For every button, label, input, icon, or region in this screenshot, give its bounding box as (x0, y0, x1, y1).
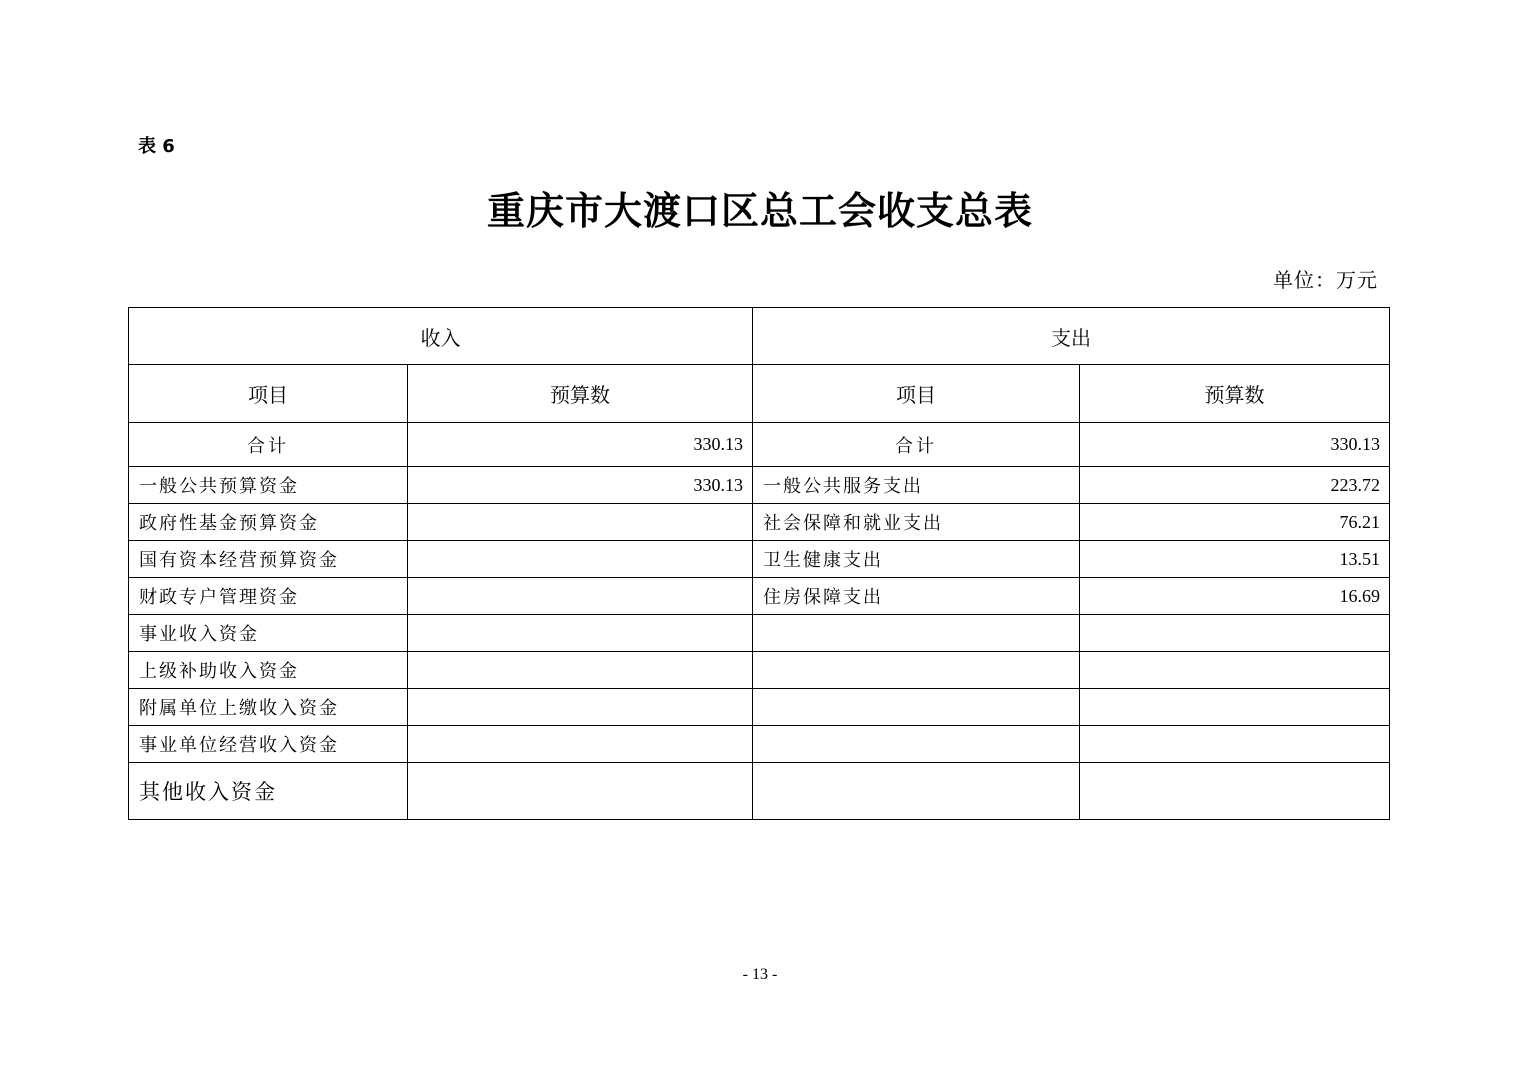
document-title: 重庆市大渡口区总工会收支总表 (486, 188, 1033, 233)
income-value (408, 504, 753, 541)
income-item: 上级补助收入资金 (129, 652, 408, 689)
income-item: 财政专户管理资金 (129, 578, 408, 615)
table-row (129, 467, 1390, 504)
table-row (129, 578, 1390, 615)
income-group-header: 收入 (129, 308, 753, 365)
expenditure-item-header: 项目 (753, 365, 1080, 423)
income-value (408, 615, 753, 652)
page-number: - 13 - (742, 966, 778, 983)
income-total-label: 合计 (129, 423, 408, 467)
expenditure-budget-header: 预算数 (1080, 365, 1390, 423)
income-value (408, 689, 753, 726)
expenditure-value: 13.51 (1080, 541, 1390, 578)
expenditure-item (753, 726, 1080, 763)
income-budget-header: 预算数 (408, 365, 753, 423)
expenditure-total-value: 330.13 (1080, 423, 1390, 467)
expenditure-item: 卫生健康支出 (753, 541, 1080, 578)
income-item-header: 项目 (129, 365, 408, 423)
expenditure-item: 住房保障支出 (753, 578, 1080, 615)
expenditure-value (1080, 652, 1390, 689)
expenditure-value: 76.21 (1080, 504, 1390, 541)
table-row (129, 652, 1390, 689)
table-number-label: 表 6 (138, 136, 175, 157)
expenditure-total-label: 合计 (753, 423, 1080, 467)
income-item: 附属单位上缴收入资金 (129, 689, 408, 726)
income-value (408, 541, 753, 578)
unit-label: 单位：万元 (1273, 268, 1378, 292)
income-item: 事业单位经营收入资金 (129, 726, 408, 763)
group-header-row (129, 308, 1390, 365)
income-item: 事业收入资金 (129, 615, 408, 652)
column-header-row (129, 365, 1390, 423)
total-row (129, 423, 1390, 467)
table-row (129, 541, 1390, 578)
expenditure-value (1080, 689, 1390, 726)
income-value (408, 578, 753, 615)
expenditure-item: 社会保障和就业支出 (753, 504, 1080, 541)
table-row (129, 615, 1390, 652)
income-value (408, 652, 753, 689)
table-row (129, 763, 1390, 820)
income-item: 政府性基金预算资金 (129, 504, 408, 541)
expenditure-value (1080, 726, 1390, 763)
income-item: 其他收入资金 (129, 763, 408, 820)
expenditure-item (753, 689, 1080, 726)
income-expenditure-table (128, 307, 1390, 820)
expenditure-item (753, 652, 1080, 689)
expenditure-value: 16.69 (1080, 578, 1390, 615)
expenditure-value: 223.72 (1080, 467, 1390, 504)
income-item: 国有资本经营预算资金 (129, 541, 408, 578)
income-value: 330.13 (408, 467, 753, 504)
expenditure-item (753, 615, 1080, 652)
expenditure-group-header: 支出 (753, 308, 1390, 365)
income-total-value: 330.13 (408, 423, 753, 467)
income-item: 一般公共预算资金 (129, 467, 408, 504)
expenditure-item: 一般公共服务支出 (753, 467, 1080, 504)
income-value (408, 726, 753, 763)
table-row (129, 689, 1390, 726)
table-row (129, 726, 1390, 763)
table-row (129, 504, 1390, 541)
expenditure-item (753, 763, 1080, 820)
expenditure-value (1080, 763, 1390, 820)
income-value (408, 763, 753, 820)
expenditure-value (1080, 615, 1390, 652)
